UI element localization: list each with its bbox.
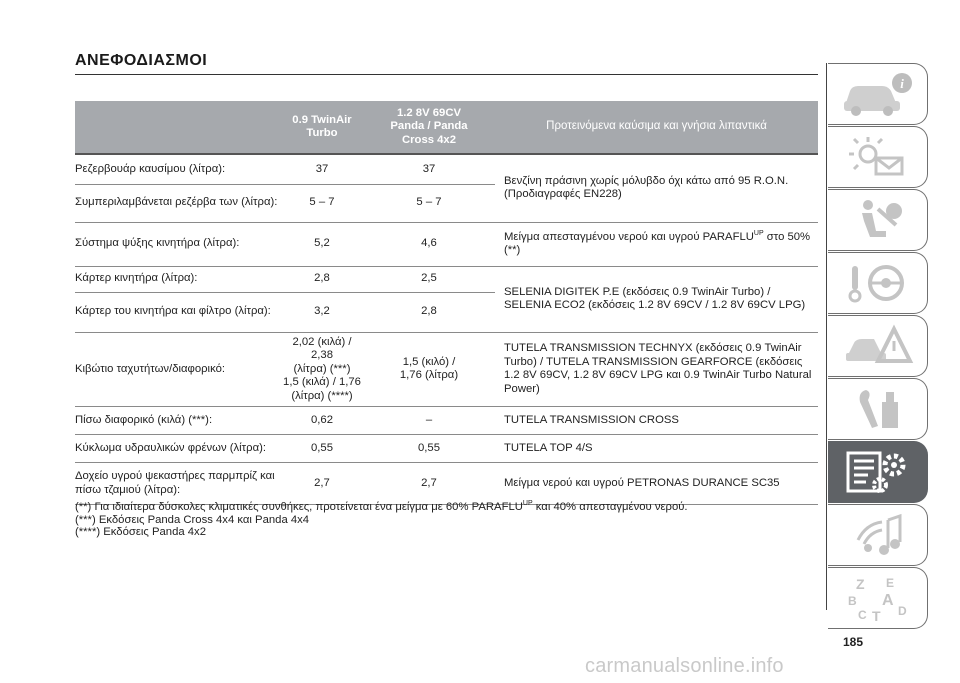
row-value-twinair: 37	[281, 154, 363, 184]
sidebar-divider	[826, 63, 827, 610]
row-value-12-8v: 2,8	[363, 292, 495, 332]
row-value-12-8v: 5 – 7	[363, 184, 495, 222]
footnote-4x4: (***) Εκδόσεις Panda Cross 4x4 και Panda 4x4	[75, 513, 310, 526]
row-param: Κάρτερ του κινητήρα και φίλτρο (λίτρα):	[75, 292, 281, 332]
header-engine-twinair: 0.9 TwinAir Turbo	[281, 101, 363, 154]
row-value-twinair: 2,8	[281, 266, 363, 292]
table-row	[75, 222, 818, 266]
footnote-coolant-text: (**) Για ιδιαίτερα δύσκολες κλιματικές συνθήκες, προτείνεται ένα μείγμα με 60% PARAFLU	[75, 501, 523, 513]
header-recommended-fluids: Προτεινόμενα καύσιμα και γνήσια λιπαντικά	[495, 101, 818, 154]
row-param: Κάρτερ κινητήρα (λίτρα):	[75, 266, 281, 292]
airbag-safety-icon	[838, 195, 918, 245]
tab-starting-driving[interactable]	[828, 252, 928, 314]
table-row	[75, 266, 818, 292]
index-letter-t: T	[871, 608, 881, 623]
row-param: Σύστημα ψύξης κινητήρα (λίτρα):	[75, 222, 281, 266]
row-param: Κύκλωμα υδραυλικών φρένων (λίτρα):	[75, 435, 281, 463]
footnote-coolant	[75, 501, 818, 514]
row-value-12-8v: 37	[363, 154, 495, 184]
index-letter-e: E	[885, 576, 894, 590]
row-value-twinair: 5 – 7	[281, 184, 363, 222]
row-value-twinair: 2,7	[281, 463, 363, 505]
watermark: carmanualsonline.info	[585, 655, 784, 677]
gearbox-12-line2: 1,76 (λίτρα)	[399, 369, 459, 382]
fuel-recommendation: Βενζίνη πράσινη χωρίς μόλυβδο όχι κάτω από 95 R.O.N. (Προδιαγραφές EN228)	[495, 154, 818, 222]
coolant-superscript: UP	[753, 229, 764, 237]
row-value-twinair	[281, 332, 363, 407]
steering-wheel-icon	[838, 258, 918, 308]
technical-data-icon	[838, 447, 918, 497]
row-param: Πίσω διαφορικό (κιλά) (***):	[75, 407, 281, 435]
row-param: Συμπεριλαμβάνεται ρεζέρβα των (λίτρα):	[75, 184, 281, 222]
footnote-superscript: UP	[522, 500, 533, 508]
multimedia-icon	[838, 510, 918, 560]
rear-diff-recommendation: TUTELA TRANSMISSION CROSS	[495, 407, 818, 435]
tab-index[interactable]	[828, 567, 928, 629]
tab-safety[interactable]	[828, 189, 928, 251]
row-value-twinair: 5,2	[281, 222, 363, 266]
gearbox-twinair-line3: 1,5 (κιλά) / 1,76	[283, 376, 361, 388]
row-value-12-8v: 0,55	[363, 435, 495, 463]
gearbox-twinair-line2: (λίτρα) (***)	[293, 362, 351, 375]
gearbox-12-line1: 1,5 (κιλό) /	[402, 355, 456, 368]
brake-fluid-recommendation: TUTELA TOP 4/S	[495, 435, 818, 463]
row-param: Κιβώτιο ταχυτήτων/διαφορικό:	[75, 332, 281, 407]
wrench-maintenance-icon	[838, 384, 918, 434]
table-header-row	[75, 101, 818, 154]
tab-technical-data[interactable]	[828, 441, 928, 503]
index-letters-icon	[838, 573, 918, 623]
tab-maintenance[interactable]	[828, 378, 928, 440]
index-letter-d: D	[897, 604, 907, 618]
header-parameter	[75, 101, 281, 154]
row-value-12-8v: 2,7	[363, 463, 495, 505]
table-row	[75, 407, 818, 435]
footnotes	[75, 501, 818, 539]
row-param: Ρεζερβουάρ καυσίμου (λίτρα):	[75, 154, 281, 184]
gearbox-twinair-line4: (λίτρα) (****)	[291, 389, 353, 402]
row-value-twinair: 0,62	[281, 407, 363, 435]
coolant-text-end: στο 50% (**)	[504, 230, 811, 256]
gearbox-twinair-line1: 2,02 (κιλά) / 2,38	[292, 335, 352, 361]
dashboard-lights-icon	[838, 132, 918, 182]
gearbox-oil-recommendation: TUTELA TRANSMISSION TECHNYX (εκδόσεις 0.9 TwinAir Turbo) / TUTELA TRANSMISSION GEARFORCE (εκδόσεις 1.2 8V 69CV, 1.2 8V 69CV LPG και 0.9 TwinAir Turbo Natural Power)	[495, 332, 818, 407]
row-value-12-8v: –	[363, 407, 495, 435]
header-engine-12-line3: Cross 4x2	[401, 133, 456, 146]
footnote-4x2: (****) Εκδόσεις Panda 4x2	[75, 526, 206, 538]
header-engine-12-line1: 1.2 8V 69CV	[396, 106, 462, 119]
index-letter-z: Z	[855, 576, 865, 592]
svg-text:i: i	[899, 76, 904, 91]
row-value-12-8v	[363, 332, 495, 407]
index-letter-c: C	[857, 608, 867, 622]
row-param: Δοχείο υγρού ψεκαστήρες παρμπρίζ και πίσω τζαμιού (λίτρα):	[75, 463, 281, 505]
footnote-coolant-end: και 40% απεσταγμένου νερού.	[532, 501, 688, 513]
table-row	[75, 154, 818, 184]
row-value-12-8v: 2,5	[363, 266, 495, 292]
engine-oil-recommendation: SELENIA DIGITEK P.E (εκδόσεις 0.9 TwinAir Turbo) / SELENIA ECO2 (εκδόσεις 1.2 8V 69CV / 1.2 8V 69CV LPG)	[495, 266, 818, 332]
title-divider	[75, 74, 818, 75]
warning-emergency-icon	[838, 321, 918, 371]
tab-dashboard-lights[interactable]	[828, 126, 928, 188]
tab-emergency[interactable]	[828, 315, 928, 377]
car-info-icon	[838, 69, 918, 119]
page-title: ΑΝΕΦΟΔΙΑΣΜΟΙ	[75, 52, 208, 69]
tab-multimedia[interactable]	[828, 504, 928, 566]
table-row	[75, 435, 818, 463]
page-number: 185	[843, 635, 864, 649]
header-engine-12-line2: Panda / Panda	[390, 120, 468, 133]
row-value-12-8v: 4,6	[363, 222, 495, 266]
table-row	[75, 332, 818, 407]
index-letter-b: B	[847, 594, 857, 608]
coolant-text: Μείγμα απεσταγμένου νερού και υγρού PARAFLU	[504, 230, 754, 243]
row-value-twinair: 3,2	[281, 292, 363, 332]
header-engine-12-8v	[363, 101, 495, 154]
row-value-twinair: 0,55	[281, 435, 363, 463]
tab-car-info[interactable]	[828, 63, 928, 125]
index-letter-a: A	[881, 592, 894, 609]
washer-fluid-recommendation: Μείγμα νερού και υγρού PETRONAS DURANCE SC35	[495, 463, 818, 505]
table-row	[75, 463, 818, 505]
coolant-recommendation	[495, 222, 818, 266]
